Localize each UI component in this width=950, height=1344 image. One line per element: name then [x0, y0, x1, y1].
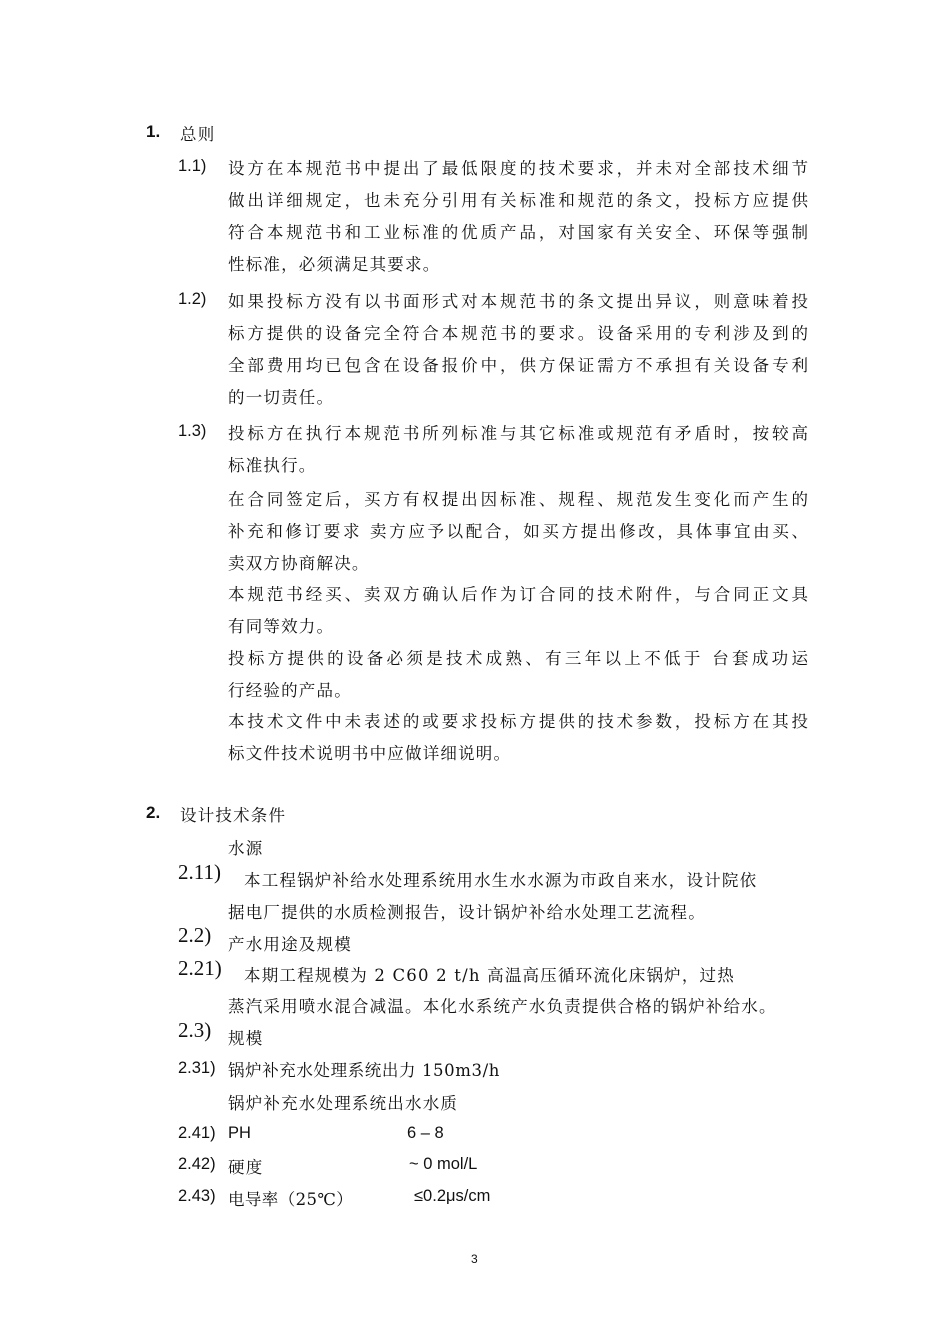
item-2-11-line: 据电厂提供的水质检测报告，设计锅炉补给水处理工艺流程。 [228, 903, 706, 922]
item-1-2-line: 的一切责任。 [228, 388, 335, 407]
item-2-11-number: 2.11) [178, 860, 221, 884]
item-1-1-line: 做出详细规定，也未充分引用有关标准和规范的条文，投标方应提供 [228, 191, 808, 210]
paragraph-line: 补充和修订要求 卖方应予以配合，如买方提出修改，具体事宜由买、 [228, 522, 808, 541]
quality-row-number: 2.41) [178, 1124, 216, 1142]
item-1-1-line: 符合本规范书和工业标准的优质产品，对国家有关安全、环保等强制 [228, 223, 808, 242]
item-2-2-text: 产水用途及规模 [228, 935, 352, 954]
quality-row-name: PH [228, 1124, 251, 1142]
page-number: 3 [471, 1252, 478, 1266]
item-2-3-number: 2.3) [178, 1018, 212, 1042]
quality-row-name: 硬度 [228, 1158, 264, 1177]
item-1-2-line: 如果投标方没有以书面形式对本规范书的条文提出异议，则意味着投 [228, 292, 808, 311]
quality-row-value: 6 – 8 [407, 1124, 444, 1142]
quality-row-number: 2.43) [178, 1187, 216, 1205]
quality-row-number: 2.42) [178, 1155, 216, 1173]
item-2-21-line: 本期工程规模为 2 C60 2 t/h 高温高压循环流化床锅炉，过热 [244, 966, 735, 985]
section-1-number: 1. [146, 122, 161, 141]
paragraph-line: 本技术文件中未表述的或要求投标方提供的技术参数，投标方在其投 [228, 712, 808, 731]
quality-row-value: ≤0.2μs/cm [414, 1187, 491, 1205]
section-2-number: 2. [146, 803, 161, 822]
paragraph-line: 在合同签定后，买方有权提出因标准、规程、规范发生变化而产生的 [228, 490, 808, 509]
paragraph-line: 有同等效力。 [228, 617, 335, 636]
item-1-1-number: 1.1) [178, 157, 207, 175]
item-1-2-number: 1.2) [178, 290, 207, 308]
item-1-3-number: 1.3) [178, 422, 207, 440]
item-1-2-line: 全部费用均已包含在设备报价中，供方保证需方不承担有关设备专利 [228, 356, 808, 375]
quality-row-value: ~ 0 mol/L [409, 1155, 478, 1173]
water-quality-heading: 锅炉补充水处理系统出水水质 [228, 1094, 459, 1113]
item-2-11-line: 本工程锅炉补给水处理系统用水生水水源为市政自来水，设计院依 [244, 871, 758, 890]
paragraph-line: 标文件技术说明书中应做详细说明。 [228, 744, 512, 763]
paragraph-line: 卖双方协商解决。 [228, 554, 370, 573]
item-2-2-number: 2.2) [178, 923, 212, 947]
item-1-1-line: 设方在本规范书中提出了最低限度的技术要求，并未对全部技术细节 [228, 159, 808, 178]
item-1-3-line: 投标方在执行本规范书所列标准与其它标准或规范有矛盾时，按较高 [228, 424, 808, 443]
item-1-1-line: 性标准，必须满足其要求。 [228, 255, 441, 274]
item-2-21-number: 2.21) [178, 956, 222, 980]
quality-row-name: 电导率（25℃） [228, 1190, 354, 1209]
item-2-3-text: 规模 [228, 1029, 264, 1048]
section-1-title: 总则 [180, 125, 216, 144]
paragraph-line: 投标方提供的设备必须是技术成熟、有三年以上不低于 台套成功运 [228, 649, 808, 668]
item-1-2-line: 标方提供的设备完全符合本规范书的要求。设备采用的专利涉及到的 [228, 324, 808, 343]
water-source-heading: 水源 [228, 839, 264, 858]
item-1-3-line: 标准执行。 [228, 456, 317, 475]
paragraph-line: 本规范书经买、卖双方确认后作为订合同的技术附件，与合同正文具 [228, 585, 808, 604]
paragraph-line: 行经验的产品。 [228, 681, 352, 700]
item-2-21-line: 蒸汽采用喷水混合减温。本化水系统产水负责提供合格的锅炉补给水。 [228, 997, 777, 1016]
item-2-31-text: 锅炉补充水处理系统出力 150m3/h [228, 1061, 500, 1080]
item-2-31-number: 2.31) [178, 1059, 216, 1077]
section-2-title: 设计技术条件 [180, 806, 287, 825]
